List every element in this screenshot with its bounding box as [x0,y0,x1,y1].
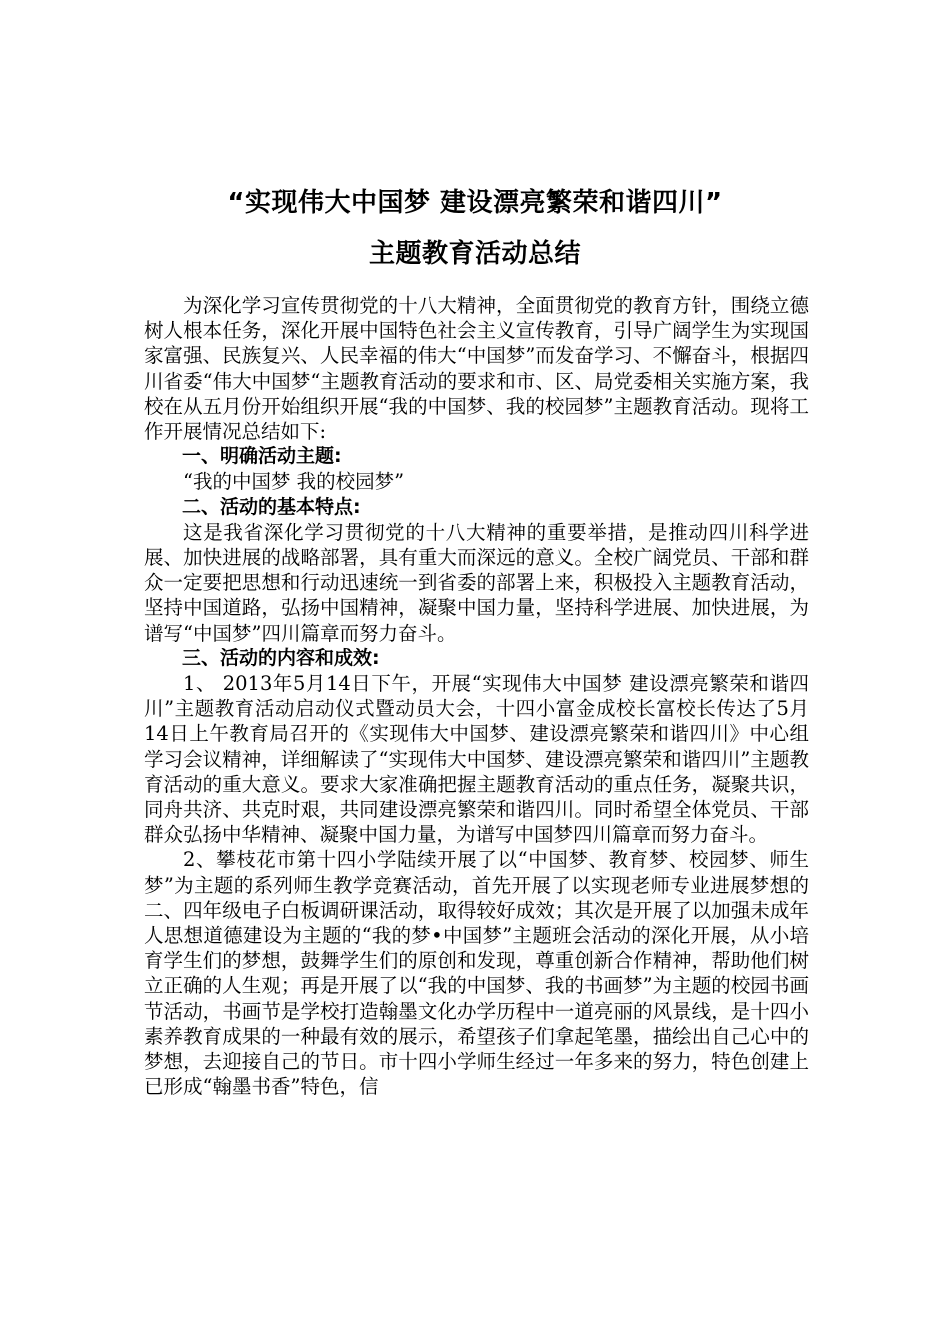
section1-text: “我的中国梦 我的校园梦” [183,470,405,494]
document-title-line1: “实现伟大中国梦 建设漂亮繁荣和谐四川” [227,188,723,218]
section2-heading: 二、活动的基本特点: [182,495,361,518]
section3-heading: 三、活动的内容和成效: [182,646,380,669]
section1-heading: 一、明确活动主题: [182,445,342,468]
document-title-line2: 主题教育活动总结 [368,239,581,269]
item2-paragraph: 2、攀枝花市第十四小学陆续开展了以“中国梦、教育梦、校园梦、师生梦”为主题的系列师生教学竞赛活动，首先开展了以实现老师专业进展梦想的二、四年级电子白板调研课活动，取得较好成效；其次是开展了以加强未成年人思想道德建设为主题的“我的梦•中国梦”主题班会活动的深化开展，从小培育学生们的梦想，鼓舞学生们的原创和发现，尊重创新合作精神，帮助他们树立正确的人生观；再是开展了以“我的中国梦、我的书画梦”为主题的校园书画节活动，书画节是学校打造翰墨文化办学历程中一道亮丽的风景线，是十四小素养教育成果的一种最有效的展示，希望孩子们拿起笔墨，描绘出自己心中的梦想，去迎接自己的节日。市十四小学师生经过一年多来的努力，特色创建上已形成“翰墨书香”特色，信 [144,848,809,1099]
intro-paragraph: 为深化学习宣传贯彻党的十八大精神，全面贯彻党的教育方针，围绕立德树人根本任务，深化开展中国特色社会主义宣传教育，引导广阔学生为实现国家富强、民族复兴、人民幸福的伟大“中国梦”而发奋学习、不懈奋斗，根据四川省委“伟大中国梦“主题教育活动的要求和市、区、局党委相关实施方案，我校在从五月份开始组织开展“我的中国梦、我的校园梦”主题教育活动。现将工作开展情况总结如下: [144,294,809,444]
section2-paragraph: 这是我省深化学习贯彻党的十八大精神的重要举措，是推动四川科学进展、加快进展的战略部署，具有重大而深远的意义。全校广阔党员、干部和群众一定要把思想和行动迅速统一到省委的部署上来，积极投入主题教育活动，坚持中国道路，弘扬中国精神，凝聚中国力量，坚持科学进展、加快进展，为谱写“中国梦”四川篇章而努力奋斗。 [144,520,809,645]
document-body [144,293,809,1100]
item1-paragraph: 1、 2013年5月14日下午，开展“实现伟大中国梦 建设漂亮繁荣和谐四川”主题教育活动启动仪式暨动员大会，十四小富金成校长富校长传达了5月14日上午教育局召开的《实现伟大中国梦、建设漂亮繁荣和谐四川》中心组学习会议精神，详细解读了“实现伟大中国梦、建设漂亮繁荣和谐四川”主题教育活动的重大意义。要求大家准确把握主题教育活动的重点任务，凝聚共识，同舟共济、共克时艰，共同建设漂亮繁荣和谐四川。同时希望全体党员、干部群众弘扬中华精神、凝聚中国力量，为谱写中国梦四川篇章而努力奋斗。 [144,672,809,847]
